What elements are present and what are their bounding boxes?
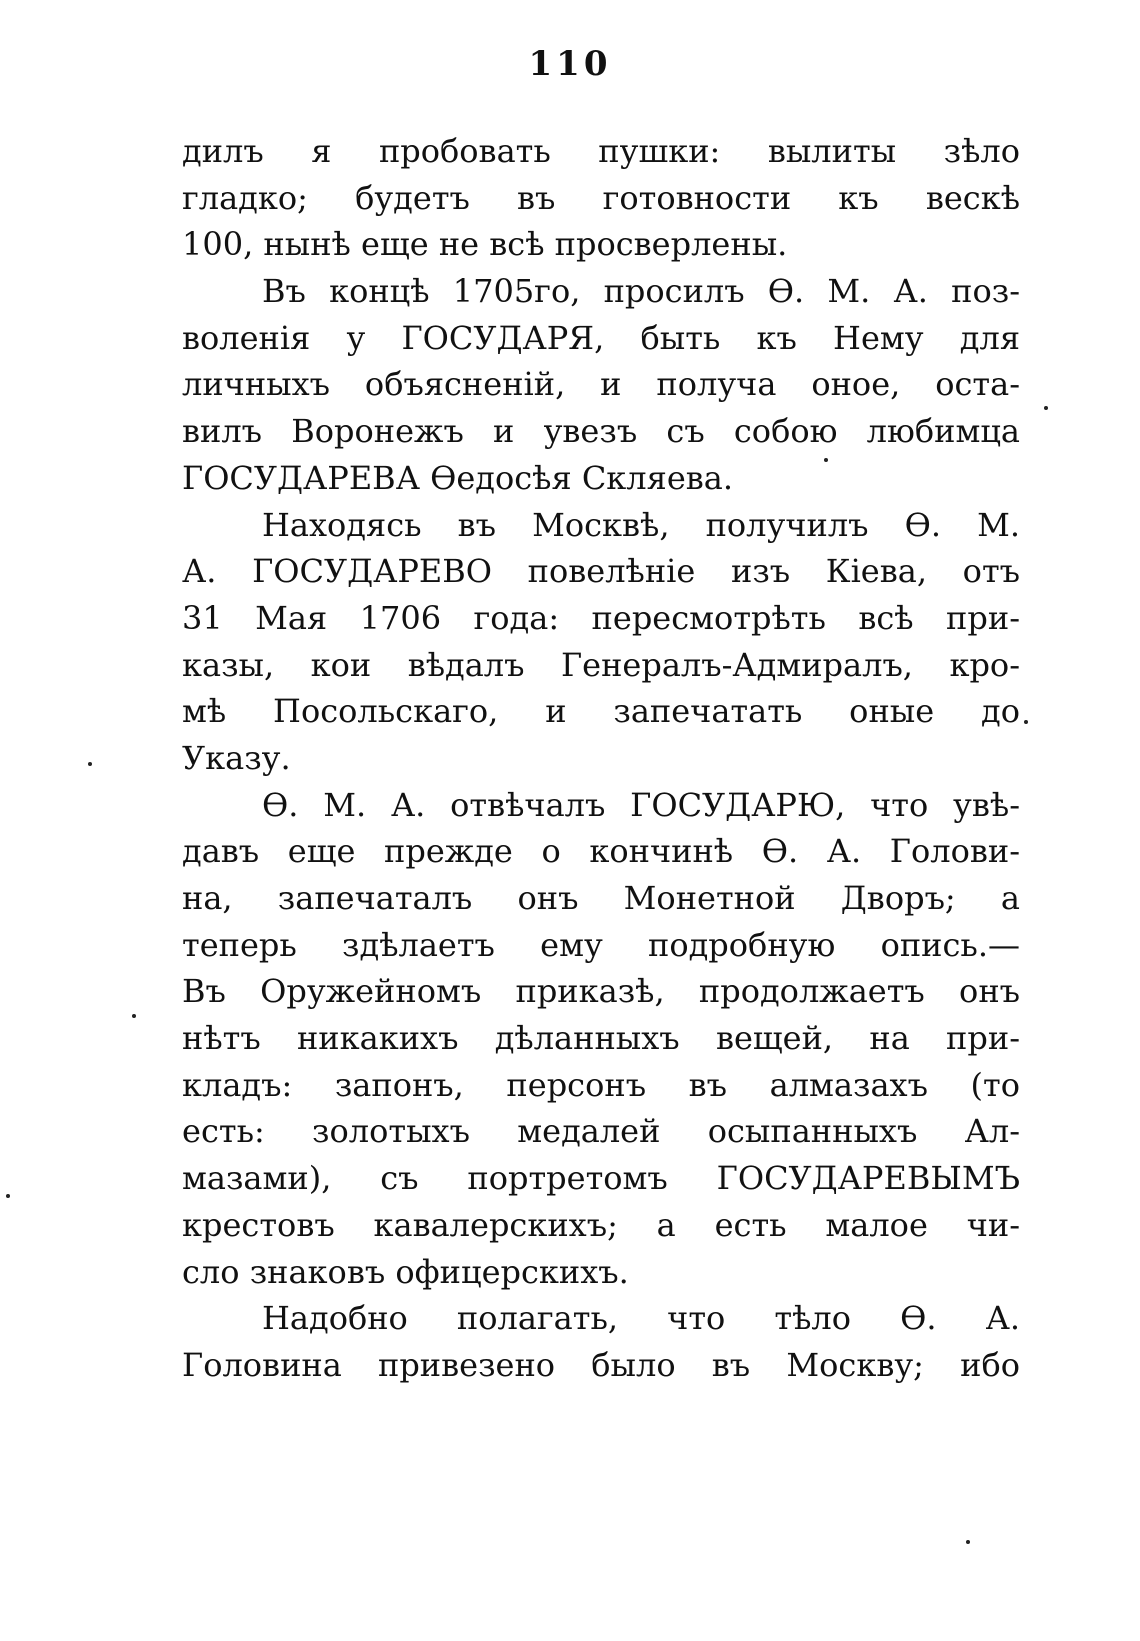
page-number: 110: [528, 44, 612, 84]
text-line: воленія у ГОСУДАРЯ, быть къ Нему для: [182, 318, 1020, 357]
text-line: личныхъ объясненій, и получа оное, оста-: [182, 365, 1020, 404]
text-line: нѣтъ никакихъ дѣланныхъ вещей, на при-: [182, 1019, 1020, 1058]
text-line: Въ Оружейномъ приказѣ, продолжаетъ онъ: [182, 972, 1020, 1011]
paragraph: [182, 128, 1020, 268]
paragraph: [182, 268, 1020, 501]
text-line: есть: золотыхъ медалей осыпанныхъ Ал-: [182, 1112, 1020, 1151]
text-line: 100, нынѣ еще не всѣ просверлены.: [182, 225, 788, 264]
text-line: теперь здѣлаетъ ему подробную опись.—: [182, 925, 1020, 964]
text-line: Ѳ. М. А. отвѣчалъ ГОСУДАРЮ, что увѣ-: [262, 785, 1020, 824]
paragraph: [182, 782, 1020, 1296]
text-line: Указу.: [182, 738, 291, 777]
paragraph: [182, 1295, 1020, 1388]
text-line: гладко; будетъ въ готовности къ вескѣ: [182, 178, 1020, 217]
text-line: мѣ Посольскаго, и запечатать оные до: [182, 692, 1020, 731]
text-line: Находясь въ Москвѣ, получилъ Ѳ. М.: [262, 505, 1020, 544]
scan-speck: [88, 762, 92, 766]
scan-speck: [966, 1540, 970, 1544]
text-line: Надобно полагать, что тѣло Ѳ. А.: [262, 1299, 1020, 1338]
text-line: сло знаковъ офицерскихъ.: [182, 1252, 629, 1291]
text-line: крестовъ кавалерскихъ; а есть малое чи-: [182, 1205, 1020, 1244]
scan-speck: [1024, 720, 1028, 724]
text-line: 31 Мая 1706 года: пересмотрѣть всѣ при-: [182, 598, 1020, 637]
scan-speck: [6, 1194, 10, 1198]
scan-speck: [1044, 406, 1048, 410]
text-line: ГОСУДАРЕВА Ѳедосѣя Скляева.: [182, 458, 734, 497]
page-body-text: [182, 128, 1020, 1389]
text-line: Головина привезено было въ Москву; ибо: [182, 1345, 1020, 1384]
text-line: дилъ я пробовать пушки: вылиты зѣло: [182, 132, 1020, 170]
scan-speck: [824, 458, 828, 462]
text-line: мазами), съ портретомъ ГОСУДАРЕВЫМЪ: [182, 1159, 1020, 1198]
paragraph: [182, 502, 1020, 782]
text-line: Въ концѣ 1705го, просилъ Ѳ. М. А. поз-: [262, 272, 1020, 311]
text-line: давъ еще прежде о кончинѣ Ѳ. А. Голови-: [182, 832, 1020, 871]
text-line: вилъ Воронежъ и увезъ съ собою любимца: [182, 412, 1020, 451]
text-line: казы, кои вѣдалъ Генералъ-Адмиралъ, кро-: [182, 645, 1020, 684]
scan-speck: [132, 1014, 136, 1018]
text-line: А. ГОСУДАРЕВО повелѣніе изъ Кіева, отъ: [182, 552, 1020, 591]
text-line: кладъ: запонъ, персонъ въ алмазахъ (то: [182, 1065, 1020, 1104]
text-line: на, запечаталъ онъ Монетной Дворъ; а: [182, 879, 1020, 917]
